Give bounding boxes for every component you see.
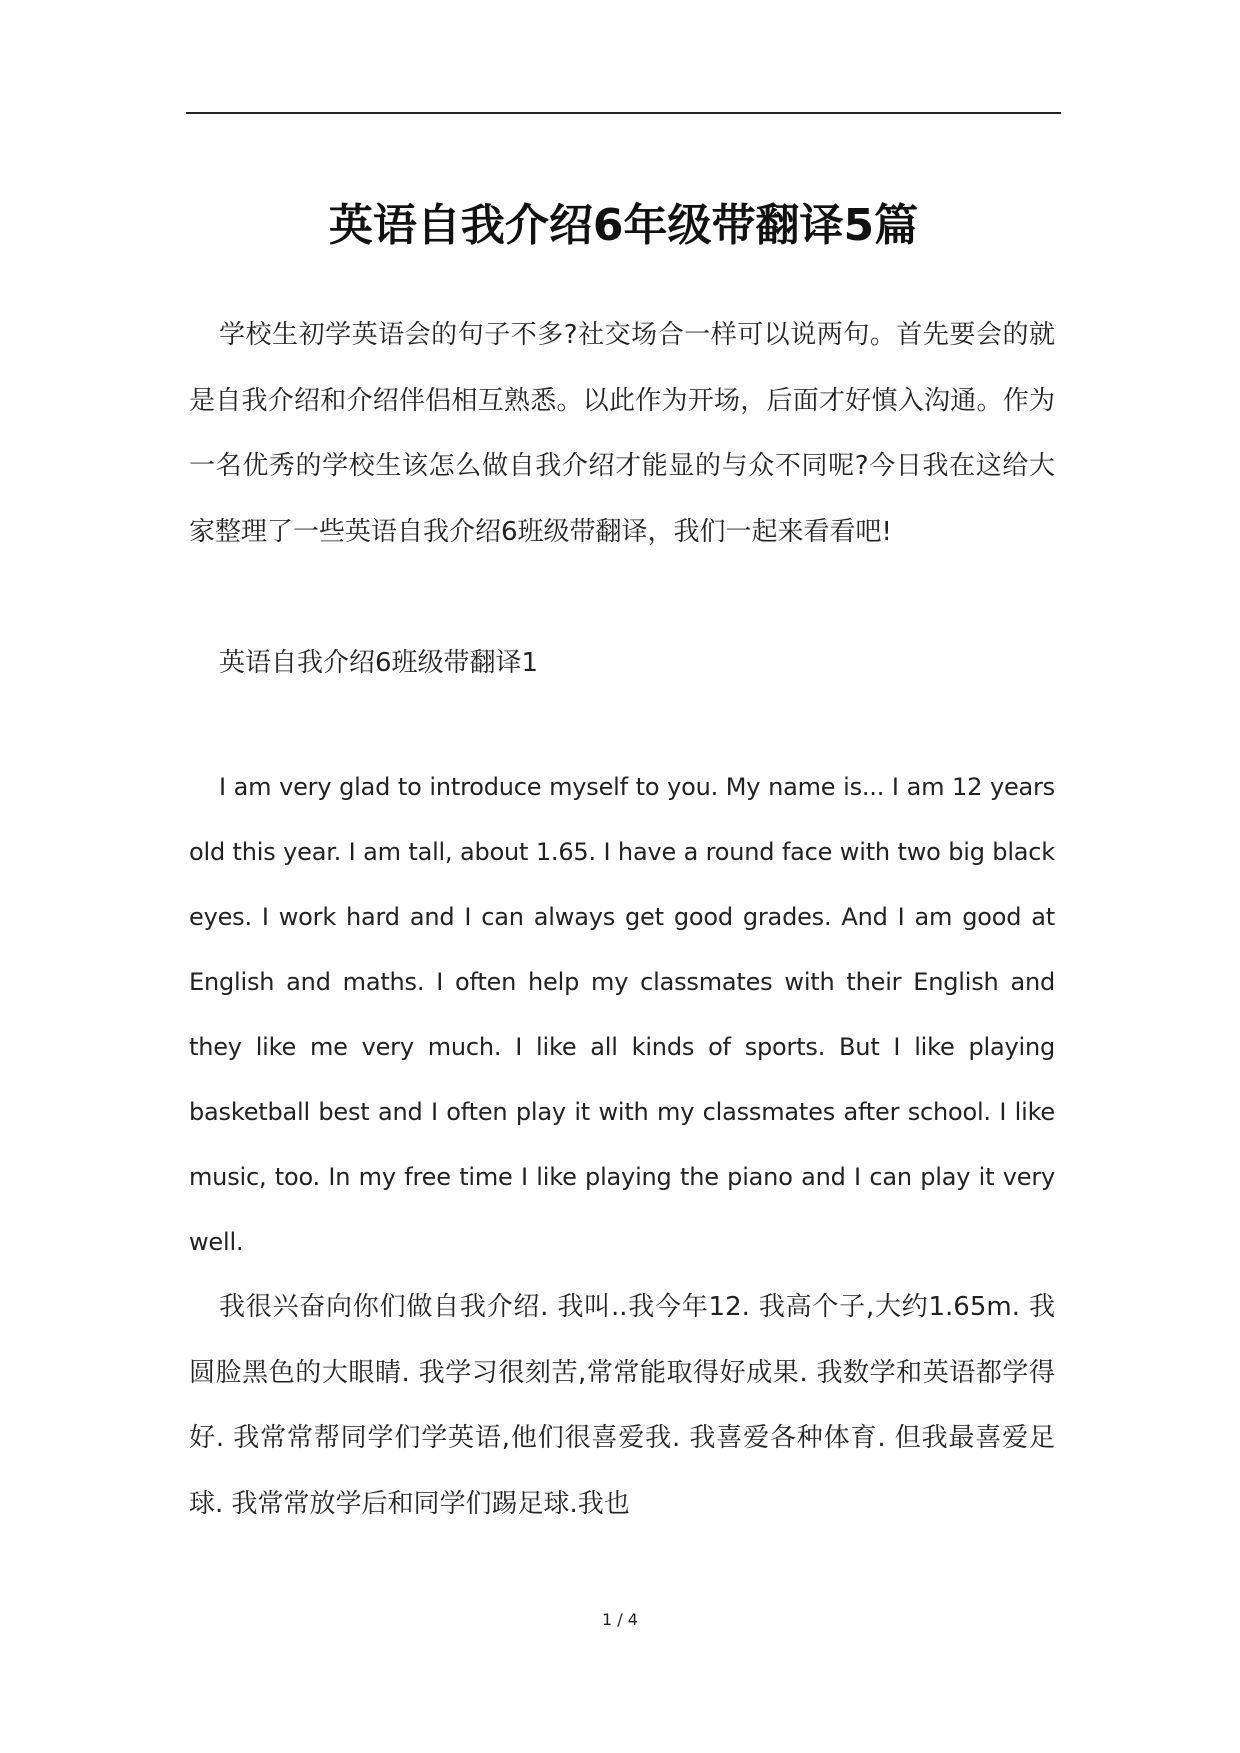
document-title: 英语自我介绍6年级带翻译5篇 (328, 200, 919, 251)
english-paragraph: I am very glad to introduce myself to you. My name is... I am 12 years old this year. I am tall, about 1.65. I have a round face with two big black eyes. I work hard and I can always get good grades. And I am good at English and maths. I often help my classmates with their English and they like me very much. I like all kinds of sports. But I like playing basketball best and I often play it with my classmates after school. I like music, too. In my free time I like playing the piano and I can play it very well. (189, 773, 1055, 1256)
page-number: 1 / 4 (602, 1610, 638, 1629)
section-heading: 英语自我介绍6班级带翻译1 (219, 648, 539, 678)
spacer (189, 693, 1055, 755)
spacer (189, 565, 1055, 633)
intro-paragraph: 学校生初学英语会的句子不多?社交场合一样可以说两句。首先要会的就是自我介绍和介绍伴侣相互熟悉。以此作为开场，后面才好慎入沟通。作为一名优秀的学校生该怎么做自我介绍才能显的与众不同呢?今日我在这给大家整理了一些英语自我介绍6班级带翻译，我们一起来看看吧! (189, 320, 1055, 547)
chinese-translation-paragraph: 我很兴奋向你们做自我介绍. 我叫..我今年12. 我高个子,大约1.65m. 我圆脸黑色的大眼睛. 我学习很刻苦,常常能取得好成果. 我数学和英语都学得好. 我常常帮同学们学英语,他们很喜爱我. 我喜爱各种体育. 但我最喜爱足球. 我常常放学后和同学们踢足球.我也 (189, 1292, 1055, 1519)
header-rule (186, 112, 1061, 114)
document-body (189, 303, 1055, 1537)
